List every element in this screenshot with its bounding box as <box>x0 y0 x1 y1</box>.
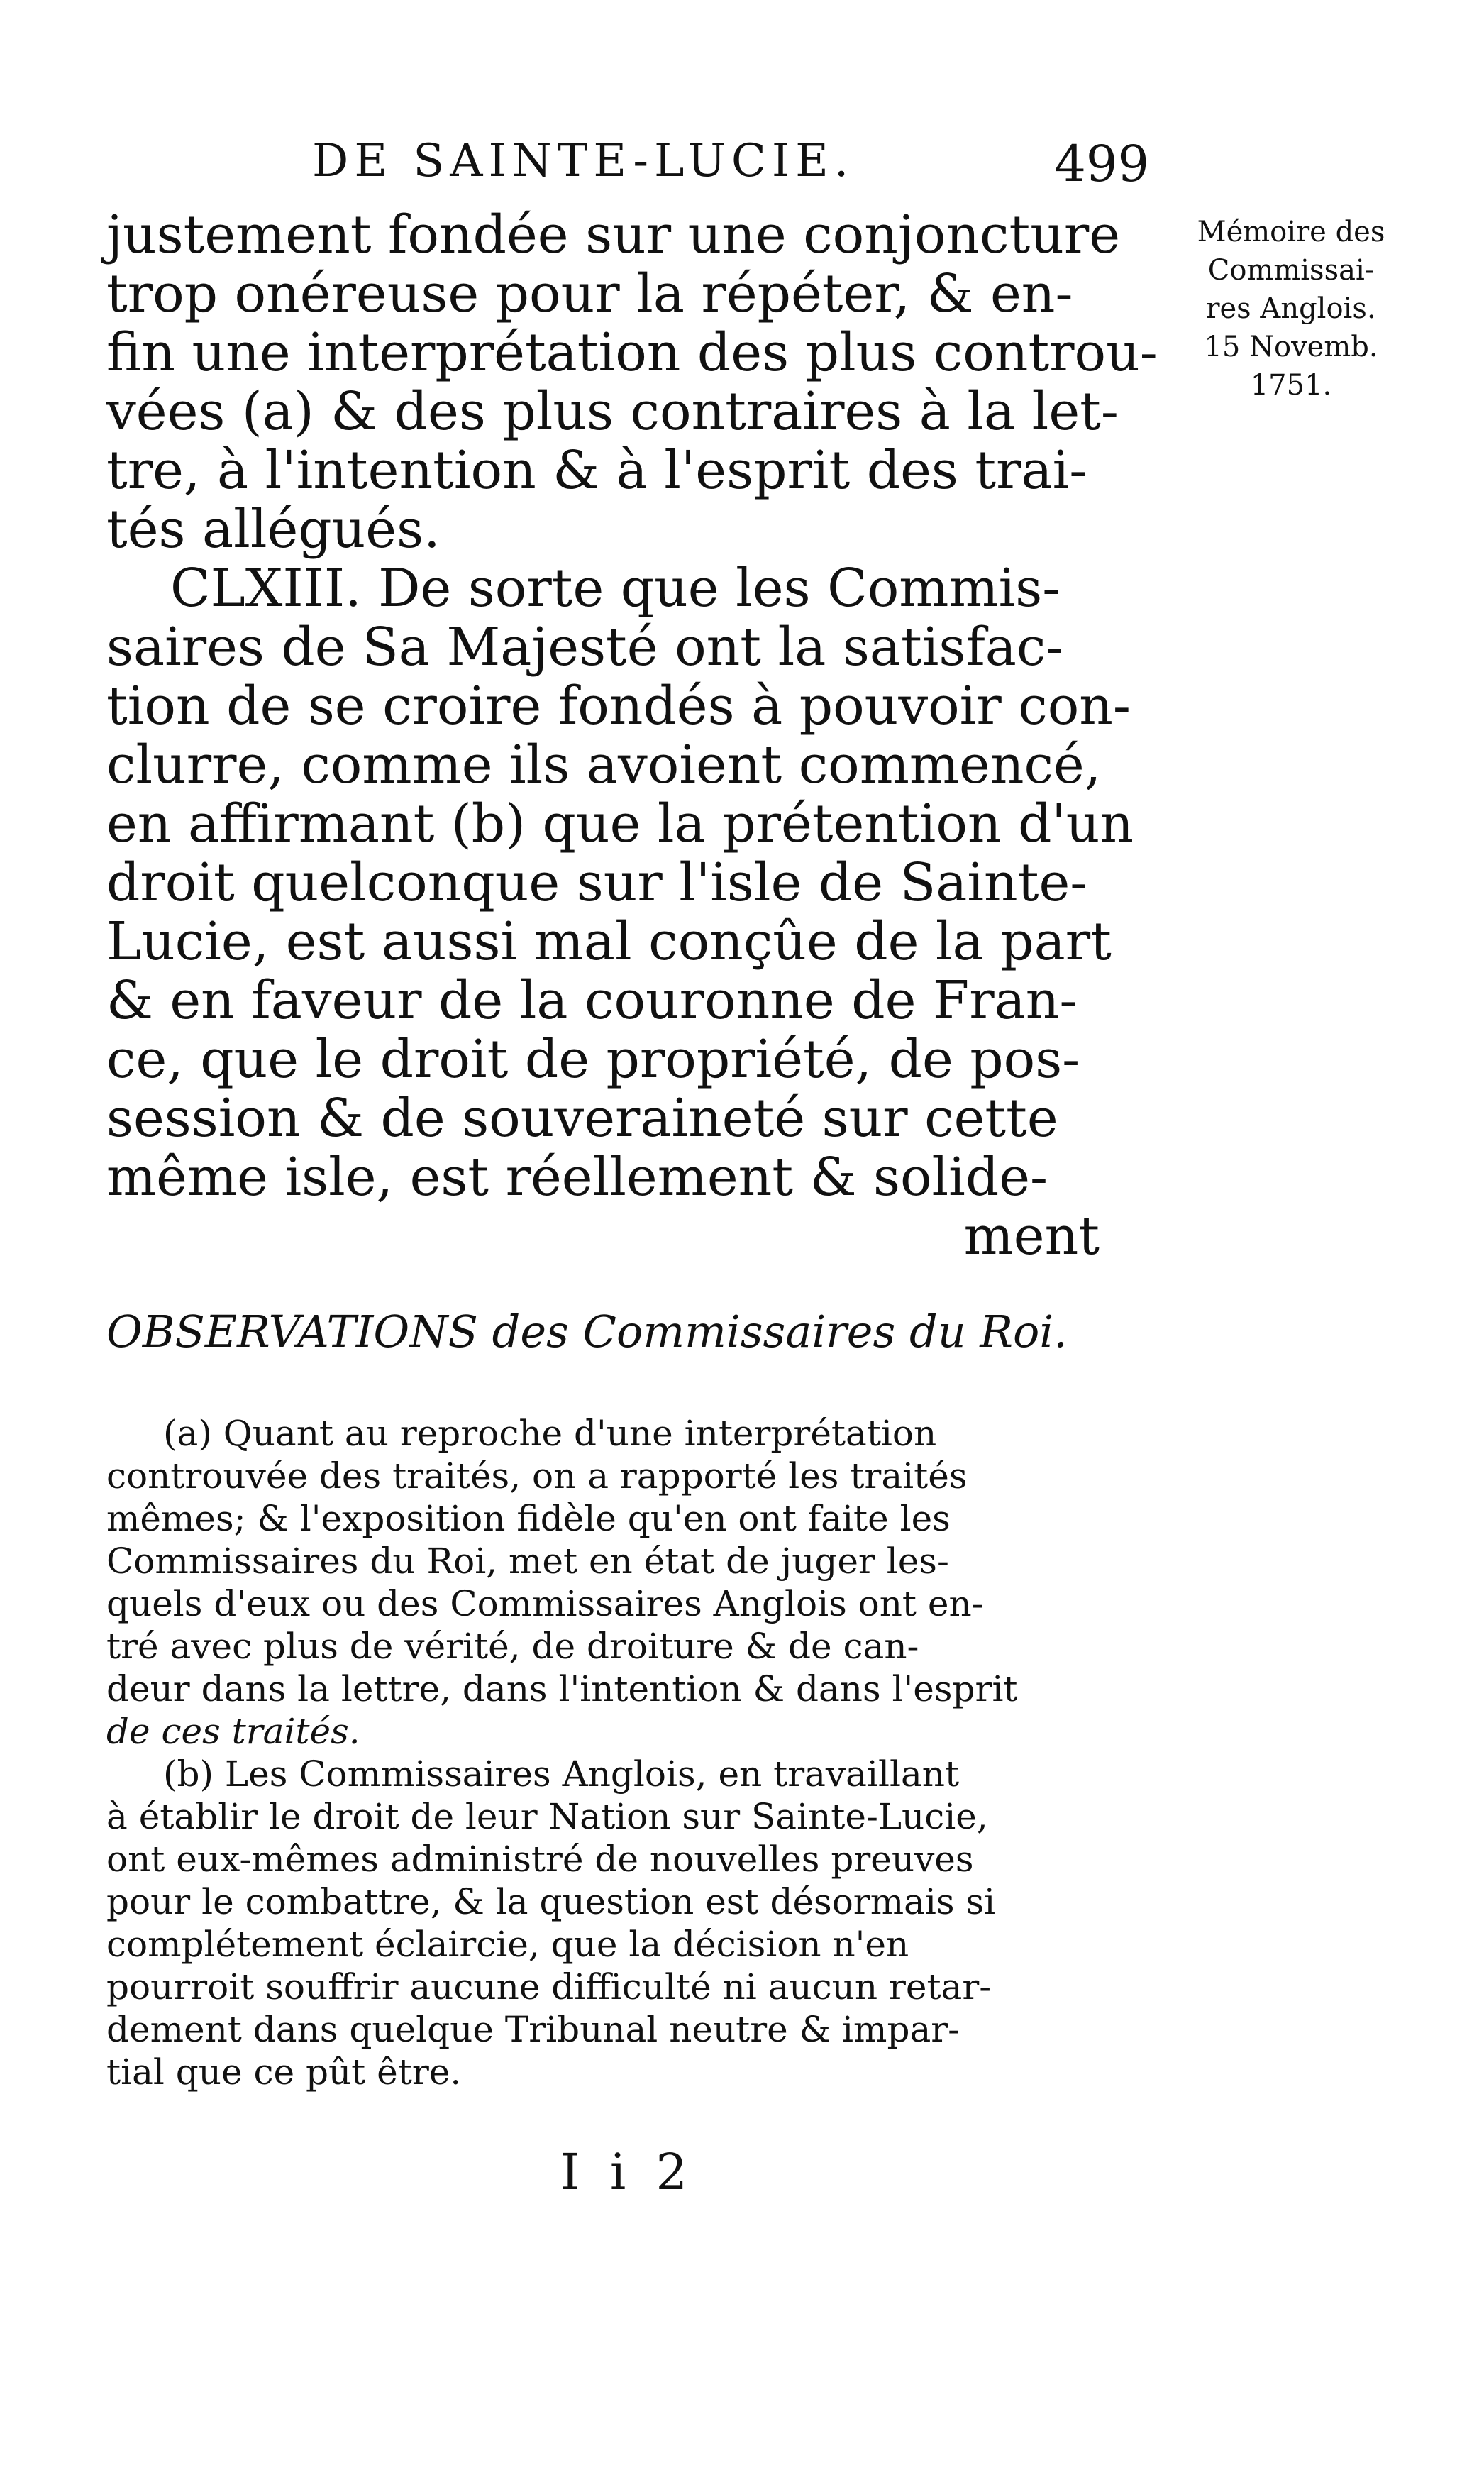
footnote-b-line: ont eux-mêmes administré de nouvelles preuves <box>106 1839 974 1880</box>
footnote-b-line: (b) Les Commissaires Anglois, en travaillant <box>163 1753 960 1795</box>
page-number: 499 <box>1054 135 1149 193</box>
text-line: session & de souveraineté sur cette <box>106 1088 1058 1149</box>
page-header <box>312 135 1149 199</box>
footnote-a-line: deur dans la lettre, dans l'intention & dans l'esprit <box>106 1668 1018 1709</box>
footnote-a-line: (a) Quant au reproche d'une interprétation <box>163 1413 937 1454</box>
text-line: en affirmant (b) que la prétention d'un <box>106 793 1134 854</box>
text-line: saires de Sa Majesté ont la satisfac- <box>106 617 1064 678</box>
footnote-b-line: dement dans quelque Tribunal neutre & impar- <box>106 2009 960 2050</box>
text-line: clurre, comme ils avoient commencé, <box>106 734 1102 795</box>
text-line: vées (a) & des plus contraires à la let- <box>106 381 1119 442</box>
footnote-b-line: à établir le droit de leur Nation sur Sainte-Lucie, <box>106 1796 988 1837</box>
footnote-a-line: de ces traités. <box>106 1711 360 1752</box>
footnote-b-line: complétement éclaircie, que la décision n'en <box>106 1924 909 1965</box>
margin-note-line: 15 Novemb. <box>1204 331 1378 363</box>
text-line: trop onéreuse pour la répéter, & en- <box>106 263 1073 324</box>
margin-note-line: Commissai- <box>1207 254 1375 287</box>
margin-note-line: Mémoire des <box>1197 216 1385 248</box>
footnote-a-line: controuvée des traités, on a rapporté les traités <box>106 1455 968 1497</box>
footnote-a-line: quels d'eux ou des Commissaires Anglois ont en- <box>106 1583 984 1624</box>
footnote-b-line: pourroit souffrir aucune difficulté ni aucun retar- <box>106 1966 992 2007</box>
text-line: tion de se croire fondés à pouvoir con- <box>106 676 1131 737</box>
footnotes-block <box>106 1412 1100 2093</box>
text-line: tre, à l'intention & à l'esprit des trai- <box>106 440 1087 501</box>
margin-note-line: 1751. <box>1250 369 1332 402</box>
footnote-a-line: mêmes; & l'exposition fidèle qu'en ont faite les <box>106 1498 951 1539</box>
text-line: tés allégués. <box>106 499 441 560</box>
text-line: justement fondée sur une conjoncture <box>106 204 1121 265</box>
footnote-b-line: pour le combattre, & la question est désormais si <box>106 1881 996 1922</box>
margin-note-line: res Anglois. <box>1206 292 1376 325</box>
footnote-a-line: Commissaires du Roi, met en état de juger les- <box>106 1541 949 1582</box>
signature-mark: I i 2 <box>560 2143 695 2201</box>
observations-heading: OBSERVATIONS des Commissaires du Roi. <box>106 1306 1068 1357</box>
text-line: fin une interprétation des plus controu- <box>106 322 1158 383</box>
margin-note <box>1128 213 1454 404</box>
running-title: DE SAINTE-LUCIE. <box>312 135 855 187</box>
text-line: CLXIII. De sorte que les Commis- <box>170 558 1061 619</box>
catchword: ment <box>963 1206 1100 1267</box>
text-line: même isle, est réellement & solide- <box>106 1147 1048 1208</box>
text-line: Lucie, est aussi mal conçûe de la part <box>106 911 1112 972</box>
text-line: & en faveur de la couronne de Fran- <box>106 970 1078 1031</box>
text-line: ce, que le droit de propriété, de pos- <box>106 1029 1080 1090</box>
footnote-a-line: tré avec plus de vérité, de droiture & de can- <box>106 1626 919 1667</box>
text-line: droit quelconque sur l'isle de Sainte- <box>106 852 1088 913</box>
main-text-block <box>106 204 1158 1267</box>
footnote-b-line: tial que ce pût être. <box>106 2051 462 2093</box>
